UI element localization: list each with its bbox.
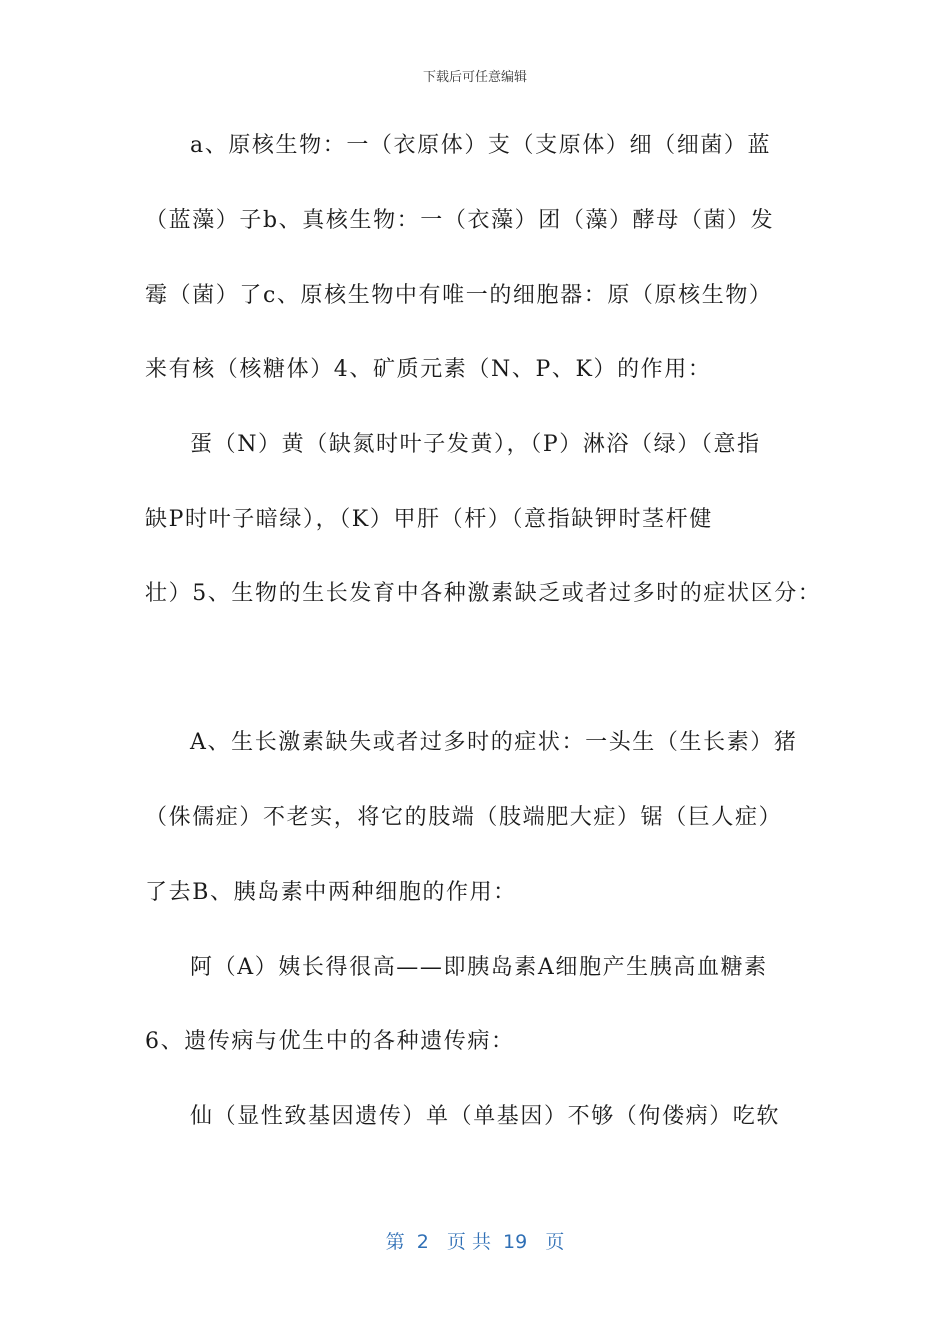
text-line-8: A、生长激素缺失或者过多时的症状：一头生（生长素）猪 [190, 730, 798, 755]
text-line-6: 缺P时叶子暗绿），（K）甲肝（杆）（意指缺钾时茎杆健 [145, 507, 713, 532]
text-line-7: 壮）5、生物的生长发育中各种激素缺乏或者过多时的症状区分： [145, 581, 822, 606]
text-line-1: a、原核生物：一（衣原体）支（支原体）细（细菌）蓝 [190, 133, 772, 158]
text-line-11: 阿（A）姨长得很高——即胰岛素A细胞产生胰高血糖素 [190, 955, 768, 980]
text-line-2: （蓝藻）子b、真核生物：一（衣藻）团（藻）酵母（菌）发 [145, 208, 775, 233]
text-line-12: 6、遗传病与优生中的各种遗传病： [145, 1029, 515, 1054]
page-header: 下载后可任意编辑 [422, 70, 527, 85]
text-line-4: 来有核（核糖体）4、矿质元素（N、P、K）的作用： [145, 357, 712, 382]
text-line-3: 霉（菌）了c、原核生物中有唯一的细胞器：原（原核生物） [145, 283, 773, 308]
text-line-5: 蛋（N）黄（缺氮时叶子发黄），（P）淋浴（绿）（意指 [190, 432, 761, 457]
text-line-13: 仙（显性致基因遗传）单（单基因）不够（佝偻病）吃软 [190, 1104, 781, 1129]
page-footer: 第 2 页 共 19 页 [385, 1231, 565, 1253]
text-line-10: 了去B、胰岛素中两种细胞的作用： [145, 880, 517, 905]
text-line-9: （侏儒症）不老实，将它的肢端（肢端肥大症）锯（巨人症） [145, 805, 783, 830]
